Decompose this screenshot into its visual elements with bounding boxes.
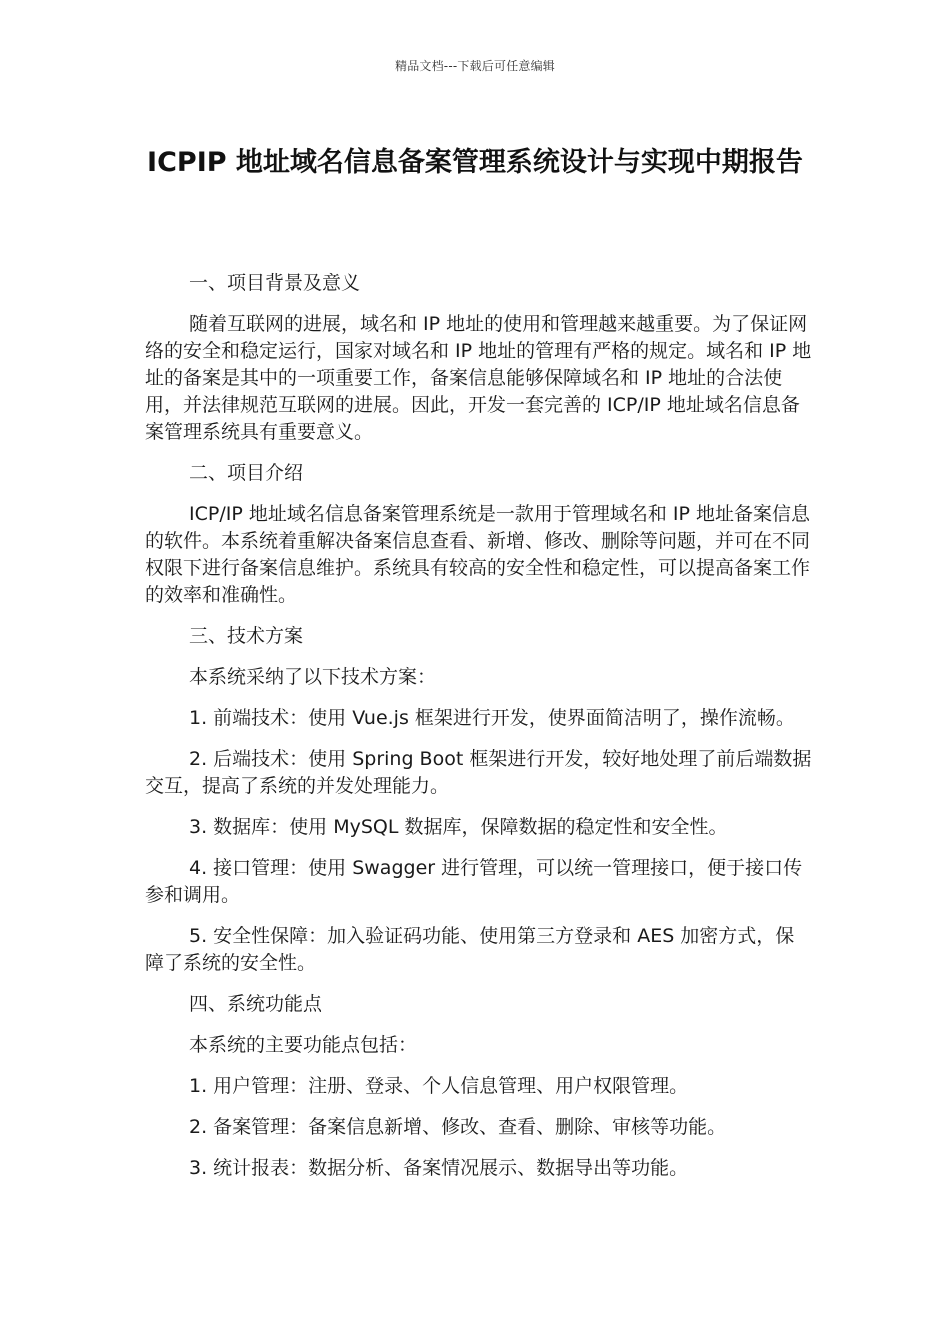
list-item: 3. 数据库：使用 MySQL 数据库，保障数据的稳定性和安全性。 <box>189 816 728 838</box>
section-heading: 一、项目背景及意义 <box>189 272 361 294</box>
list-item: 1. 前端技术：使用 Vue.js 框架进行开发，使界面简洁明了，操作流畅。 <box>189 707 795 729</box>
list-item: 5. 安全性保障：加入验证码功能、使用第三方登录和 AES 加密方式，保障了系统的安全性。 <box>145 925 795 974</box>
list-item: 1. 用户管理：注册、登录、个人信息管理、用户权限管理。 <box>189 1075 689 1097</box>
paragraph: ICP/IP 地址域名信息备案管理系统是一款用于管理域名和 IP 地址备案信息的软件。本系统着重解决备案信息查看、新增、修改、删除等问题，并可在不同权限下进行备案信息维护。系统具有较高的安全性和稳定性，可以提高备案工作的效率和准确性。 <box>145 503 811 606</box>
paragraph: 本系统的主要功能点包括： <box>189 1034 418 1056</box>
paragraph: 本系统采纳了以下技术方案： <box>189 666 437 688</box>
list-item: 3. 统计报表：数据分析、备案情况展示、数据导出等功能。 <box>189 1157 689 1179</box>
section-heading: 三、技术方案 <box>189 625 304 647</box>
section-heading: 二、项目介绍 <box>189 462 304 484</box>
list-item: 2. 备案管理：备案信息新增、修改、查看、删除、审核等功能。 <box>189 1116 727 1138</box>
section-heading: 四、系统功能点 <box>189 993 323 1015</box>
document-title: ICPIP 地址域名信息备案管理系统设计与实现中期报告 <box>147 147 803 178</box>
list-item: 4. 接口管理：使用 Swagger 进行管理，可以统一管理接口，便于接口传参和调用。 <box>145 857 803 906</box>
header-note: 精品文档---下载后可任意编辑 <box>395 59 555 73</box>
list-item: 2. 后端技术：使用 Spring Boot 框架进行开发，较好地处理了前后端数据交互，提高了系统的并发处理能力。 <box>145 748 812 797</box>
paragraph: 随着互联网的进展，域名和 IP 地址的使用和管理越来越重要。为了保证网络的安全和稳定运行，国家对域名和 IP 地址的管理有严格的规定。域名和 IP 地址的备案是其中的一项重要工作，备案信息能够保障域名和 IP 地址的合法使用，并法律规范互联网的进展。因此，开发一套完善的 ICP/IP 地址域名信息备案管理系统具有重要意义。 <box>145 313 812 443</box>
document-body <box>145 270 813 1196</box>
